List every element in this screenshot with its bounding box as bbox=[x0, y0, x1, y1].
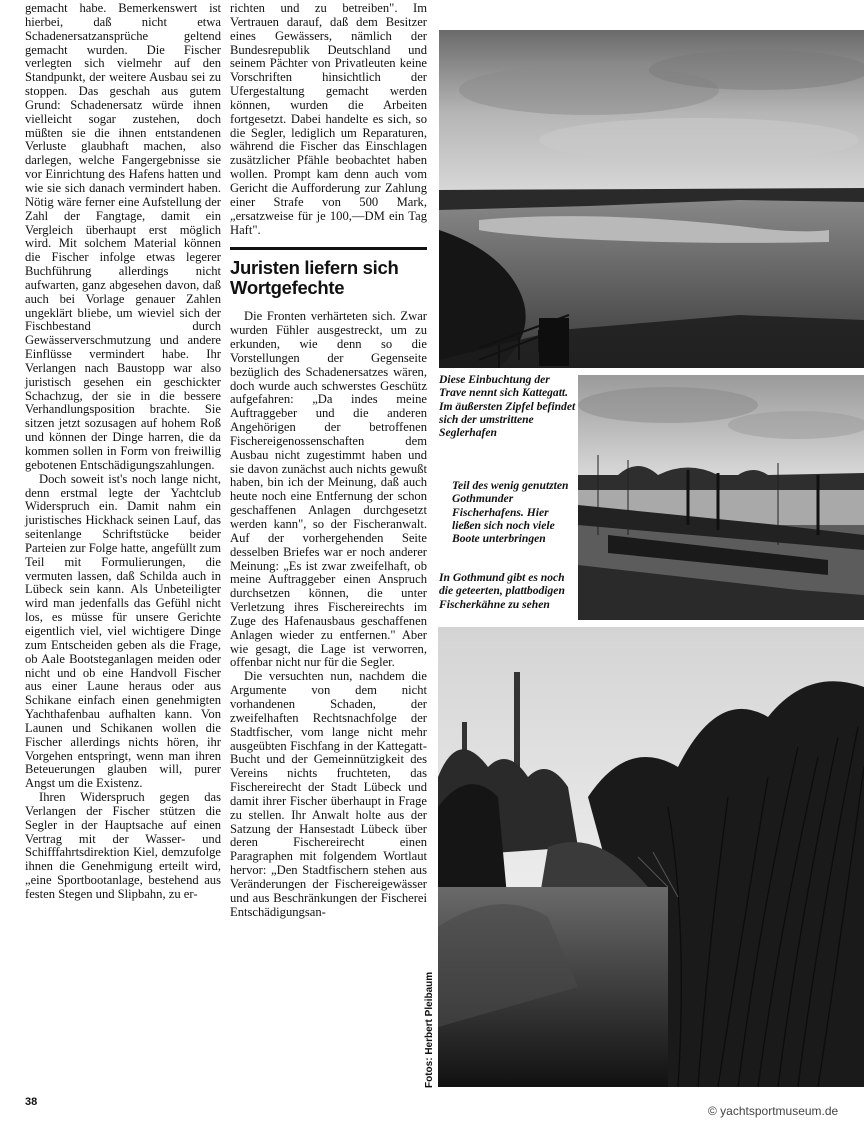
article-column-1 bbox=[25, 2, 221, 902]
paragraph: gemacht habe. Bemerkenswert ist hierbei, daß nicht etwa Schadenersatzansprüche geltend gemacht wurden. Die Fischer verlegten sich vielmehr auf den Standpunkt, der weitere Ausbau sei zu stoppen. Das geschah aus gutem Grund: Schadenersatz würde ihnen vielleicht sogar zustehen, doch müßten sie die ihnen entstandenen Verluste glaubhaft machen, also darlegen, welche Fangergebnisse sie vor Einrichtung des Hafens hatten und wie sie sich danach vermindert haben. Nötig wäre ferner eine Aufstellung der Zahl der Fangtage, damit ein Vergleich überhaupt erst möglich wird. Mit solchem Material können die Fischer infolge etwas legerer Buchführung allerdings nicht aufwarten, ganz abgesehen davon, daß auch bei Vorlage genauer Zahlen ungeklärt bliebe, um wieviel sich der Fischbestand durch Gewässerverschmutzung und andere Einflüsse vermindert habe. Ihr Verlangen nach Baustopp war also juristisch gesehen ein geschickter Schachzug, der sie in die bessere Verhandlungsposition brachte. Sie sitzen jetzt sozusagen auf hohem Roß und können der Dinge harren, die da kommen sollen in Form von freiwillig gebotenen Entschädigungszahlungen. bbox=[25, 1, 221, 472]
section-heading: Juristen liefern sich Wortgefechte bbox=[230, 247, 427, 298]
page-number: 38 bbox=[25, 1096, 38, 1108]
article-column-2 bbox=[230, 2, 427, 919]
caption-photo-3: In Gothmund gibt es noch die geteerten, plattbodigen Fischerkähne zu sehen bbox=[439, 571, 565, 611]
photo-canal-reeds bbox=[438, 627, 864, 1087]
paragraph: Ihren Widerspruch gegen das Verlangen der Fischer stützen die Segler in der Hauptsache auf einen Vertrag mit der Wasser- und Schifffahrtsdirektion Kiel, demzufolge ihnen die Genehmigung erteilt wird, „eine Sportbootanlage, bestehend aus festen Stegen und Slipbahn, zu er- bbox=[25, 790, 221, 901]
photo-credit: Fotos: Herbert Pleibaum bbox=[424, 971, 435, 1088]
paragraph: richten und zu betreiben". Im Vertrauen darauf, daß dem Besitzer eines Gewässers, nämlich der Bundesrepublik Deutschland und seinem Pächter von Privatleuten keine Vorschriften hinsichtlich der Ufergestaltung gemacht werden können, wurden die Arbeiten fortgesetzt. Dabei handelte es sich, so die Segler, lediglich um Reparaturen, während die Fischer das Einschlagen zusätzlicher Pfähle beobachtet haben wollen. Prompt kam denn auch vom Gericht die Aufforderung zur Zahlung einer Strafe von 500 Mark, „ersatzweise für je 100,—DM ein Tag Haft". bbox=[230, 1, 427, 237]
watermark: © yachtsportmuseum.de bbox=[708, 1104, 839, 1118]
paragraph: Die versuchten nun, nachdem die Argumente von dem nicht vorhandenen Schaden, der zweifelhaften Rechtsnachfolge der Stadtfischer, vom lange nicht mehr ausgeübten Fischfang in der Kattegatt-Bucht und der Gemeinnützigkeit des Vereins nichts fruchteten, das Fischereirecht der Stadt Lübeck und damit ihrer Fischer überhaupt in Frage zu stellen. Ihr Anwalt holte aus der Satzung der Hansestadt Lübeck über deren Fischereirecht einen Paragraphen mit folgendem Wortlaut hervor: „Den Stadtfischern stehen aus Veränderungen der Fischereigewässer und aus Beschränkungen der Fischerei Entschädigungsan- bbox=[230, 669, 427, 919]
paragraph: Die Fronten verhärteten sich. Zwar wurden Fühler ausgestreckt, um zu erkunden, wie denn so die Vorstellungen der Gegenseite bezüglich des Schadenersatzes wären, doch wurde auch schwerstes Geschütz aufgefahren: „Da indes meine Auftraggeber und die anderen Angehörigen der betroffenen Fischereigenossenschaften dem Ausbau nicht zugestimmt haben und sie davon zunächst auch nichts gewußt haben, bin ich der Meinung, daß auch heute noch eine Entfernung der schon geschaffenen Anlagen durchgesetzt werden kann", so der Fischeranwalt. Auf der vorhergehenden Seite desselben Briefes war er noch anderer Meinung: „Es ist zwar zweifelhaft, ob meine Auftraggeber einen Anspruch durchsetzen können, die unter Verletzung ihres Fischereirechts im Zuge des Hafenausbaus geschaffenen Anlagen wieder zu entfernen." Aber wie gesagt, die Lage ist verworren, offenbar nicht nur für die Segler. bbox=[230, 309, 427, 670]
paragraph: Doch soweit ist's noch lange nicht, denn erstmal legte der Yachtclub Widerspruch ein. Damit nahm ein juristisches Hickhack seinen Lauf, das seitenlange Schriftstücke beider Parteien zur Folge hatte, angefüllt zum Teil mit Formulierungen, die vermuten lassen, daß Schilda auch in Lübeck sein kann. Als Unbeteiligter wird man jedenfalls das Gefühl nicht los, es müsse für unsere Gerichte eigentlich viel, viel wichtigere Dinge zum Entscheiden geben als die Frage, ob Aale Bootsteganlagen meiden oder nicht und ob eine Handvoll Fischer aus einer Laune heraus oder aus Schikane einfach einen genehmigten Yachthafenbau aufhalten kann. Von Launen und Schikanen wollen die Fischer allerdings nichts hören, ihr Vorgehen entspringt, wenn man ihren Beteuerungen glauben will, purer Angst um die Existenz. bbox=[25, 471, 221, 791]
caption-photo-2: Teil des wenig genutzten Gothmunder Fischerhafens. Hier ließen sich noch viele Boote unterbringen bbox=[452, 479, 569, 546]
caption-photo-1: Diese Einbuchtung der Trave nennt sich Kattegatt. Im äußersten Zipfel befindet sich der umstrittene Seglerhafen bbox=[439, 373, 576, 440]
photo-kattegatt-bay bbox=[439, 30, 864, 368]
photo-gothmund-harbour bbox=[578, 375, 864, 620]
